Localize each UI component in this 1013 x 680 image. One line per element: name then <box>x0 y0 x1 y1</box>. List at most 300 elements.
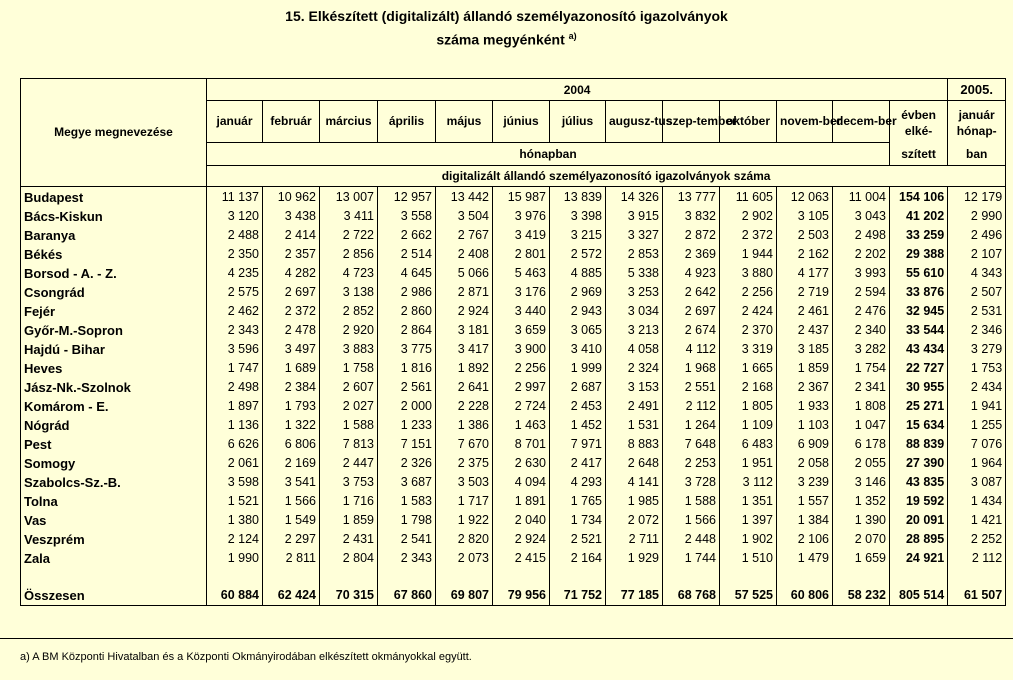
month-value-cell: 3 497 <box>263 340 320 359</box>
month-value-cell: 2 350 <box>207 245 263 264</box>
year-total-cell: 19 592 <box>890 492 948 511</box>
county-name: Szabolcs-Sz.-B. <box>21 473 207 492</box>
month-value-cell: 7 670 <box>436 435 493 454</box>
month-value-cell: 7 151 <box>378 435 436 454</box>
month-value-cell: 1 798 <box>378 511 436 530</box>
county-name: Tolna <box>21 492 207 511</box>
year-total-cell: 88 839 <box>890 435 948 454</box>
year-total-cell: 24 921 <box>890 549 948 568</box>
month-value-cell: 1 380 <box>207 511 263 530</box>
month-value-cell: 2 711 <box>606 530 663 549</box>
month-value-cell: 2 202 <box>833 245 890 264</box>
header-year-2005: 2005. <box>948 79 1006 101</box>
month-value-cell: 2 594 <box>833 283 890 302</box>
month-value-cell: 2 055 <box>833 454 890 473</box>
month-value-cell: 2 061 <box>207 454 263 473</box>
month-value-cell: 2 801 <box>493 245 550 264</box>
month-value-cell: 1 891 <box>493 492 550 511</box>
month-value-cell: 2 498 <box>207 378 263 397</box>
header-month: január <box>207 101 263 143</box>
header-month: július <box>550 101 606 143</box>
month-value-cell: 4 923 <box>663 264 720 283</box>
month-value-cell: 1 557 <box>777 492 833 511</box>
month-value-cell: 3 253 <box>606 283 663 302</box>
month-value-cell: 2 722 <box>320 226 378 245</box>
month-value-cell: 4 094 <box>493 473 550 492</box>
month-value-cell: 1 479 <box>777 549 833 568</box>
jan-2005-cell: 2 434 <box>948 378 1006 397</box>
county-name: Jász-Nk.-Szolnok <box>21 378 207 397</box>
month-value-cell: 4 282 <box>263 264 320 283</box>
year-total-cell: 41 202 <box>890 207 948 226</box>
table-row <box>21 245 1006 264</box>
header-megye: Megye megnevezése <box>21 79 207 187</box>
month-value-cell: 2 687 <box>550 378 606 397</box>
month-value-cell: 1 716 <box>320 492 378 511</box>
month-value-cell: 1 322 <box>263 416 320 435</box>
spacer-cell <box>777 568 833 585</box>
month-value-cell: 2 369 <box>663 245 720 264</box>
month-value-cell: 4 141 <box>606 473 663 492</box>
month-value-cell: 1 047 <box>833 416 890 435</box>
month-value-cell: 2 997 <box>493 378 550 397</box>
month-value-cell: 2 674 <box>663 321 720 340</box>
month-value-cell: 2 820 <box>436 530 493 549</box>
table-row <box>21 530 1006 549</box>
month-value-cell: 3 282 <box>833 340 890 359</box>
month-value-cell: 6 178 <box>833 435 890 454</box>
month-value-cell: 3 504 <box>436 207 493 226</box>
month-value-cell: 6 806 <box>263 435 320 454</box>
county-name: Veszprém <box>21 530 207 549</box>
month-value-cell: 2 488 <box>207 226 263 245</box>
table-body <box>21 187 1006 606</box>
month-value-cell: 2 476 <box>833 302 890 321</box>
month-value-cell: 4 645 <box>378 264 436 283</box>
month-value-cell: 57 525 <box>720 585 777 606</box>
month-value-cell: 77 185 <box>606 585 663 606</box>
header-description: digitalizált állandó személyazonosító igazolványok száma <box>207 166 1006 187</box>
month-value-cell: 1 659 <box>833 549 890 568</box>
month-value-cell: 6 909 <box>777 435 833 454</box>
month-value-cell: 1 352 <box>833 492 890 511</box>
data-table <box>20 78 1006 606</box>
month-value-cell: 2 662 <box>378 226 436 245</box>
month-value-cell: 2 503 <box>777 226 833 245</box>
title-line-2-text: száma megyénként <box>436 31 565 48</box>
month-value-cell: 2 343 <box>207 321 263 340</box>
month-value-cell: 2 642 <box>663 283 720 302</box>
spacer-cell <box>948 568 1006 585</box>
month-value-cell: 2 724 <box>493 397 550 416</box>
month-value-cell: 13 442 <box>436 187 493 208</box>
month-value-cell: 68 768 <box>663 585 720 606</box>
month-value-cell: 1 264 <box>663 416 720 435</box>
month-value-cell: 2 648 <box>606 454 663 473</box>
month-value-cell: 2 070 <box>833 530 890 549</box>
month-value-cell: 1 386 <box>436 416 493 435</box>
table-row <box>21 321 1006 340</box>
month-value-cell: 3 398 <box>550 207 606 226</box>
month-value-cell: 3 880 <box>720 264 777 283</box>
jan-2005-cell: 2 346 <box>948 321 1006 340</box>
month-value-cell: 2 343 <box>378 549 436 568</box>
jan-2005-cell: 3 279 <box>948 340 1006 359</box>
month-value-cell: 1 929 <box>606 549 663 568</box>
month-value-cell: 2 073 <box>436 549 493 568</box>
table-row <box>21 492 1006 511</box>
month-value-cell: 1 549 <box>263 511 320 530</box>
county-name: Békés <box>21 245 207 264</box>
month-value-cell: 1 951 <box>720 454 777 473</box>
month-value-cell: 2 920 <box>320 321 378 340</box>
year-total-cell: 32 945 <box>890 302 948 321</box>
month-value-cell: 2 630 <box>493 454 550 473</box>
table-header <box>21 79 1006 187</box>
month-value-cell: 7 648 <box>663 435 720 454</box>
month-value-cell: 2 811 <box>263 549 320 568</box>
table-row <box>21 435 1006 454</box>
month-value-cell: 2 453 <box>550 397 606 416</box>
month-value-cell: 2 902 <box>720 207 777 226</box>
month-value-cell: 2 461 <box>777 302 833 321</box>
month-value-cell: 2 408 <box>436 245 493 264</box>
jan-2005-cell: 3 087 <box>948 473 1006 492</box>
month-value-cell: 3 832 <box>663 207 720 226</box>
month-value-cell: 2 112 <box>663 397 720 416</box>
month-value-cell: 1 968 <box>663 359 720 378</box>
month-value-cell: 3 176 <box>493 283 550 302</box>
year-total-cell: 20 091 <box>890 511 948 530</box>
table-row <box>21 454 1006 473</box>
header-month: szep-tember <box>663 101 720 143</box>
month-value-cell: 3 213 <box>606 321 663 340</box>
month-value-cell: 2 162 <box>777 245 833 264</box>
year-total-cell: 55 610 <box>890 264 948 283</box>
county-name: Budapest <box>21 187 207 208</box>
month-value-cell: 2 575 <box>207 283 263 302</box>
month-value-cell: 3 112 <box>720 473 777 492</box>
month-value-cell: 3 034 <box>606 302 663 321</box>
month-value-cell: 3 146 <box>833 473 890 492</box>
county-name: Pest <box>21 435 207 454</box>
month-value-cell: 13 839 <box>550 187 606 208</box>
month-value-cell: 2 058 <box>777 454 833 473</box>
month-value-cell: 6 626 <box>207 435 263 454</box>
month-value-cell: 4 177 <box>777 264 833 283</box>
month-value-cell: 2 424 <box>720 302 777 321</box>
month-value-cell: 2 924 <box>436 302 493 321</box>
spacer-row <box>21 568 1006 585</box>
month-value-cell: 1 463 <box>493 416 550 435</box>
month-value-cell: 2 372 <box>263 302 320 321</box>
month-value-cell: 2 072 <box>606 511 663 530</box>
month-value-cell: 2 491 <box>606 397 663 416</box>
county-name: Heves <box>21 359 207 378</box>
month-value-cell: 2 106 <box>777 530 833 549</box>
month-value-cell: 3 976 <box>493 207 550 226</box>
month-value-cell: 2 719 <box>777 283 833 302</box>
month-value-cell: 2 415 <box>493 549 550 568</box>
spacer-cell <box>720 568 777 585</box>
spacer-cell <box>378 568 436 585</box>
month-value-cell: 3 687 <box>378 473 436 492</box>
jan-2005-cell: 1 255 <box>948 416 1006 435</box>
month-value-cell: 2 027 <box>320 397 378 416</box>
month-value-cell: 2 384 <box>263 378 320 397</box>
month-value-cell: 2 326 <box>378 454 436 473</box>
month-value-cell: 2 164 <box>550 549 606 568</box>
month-value-cell: 2 437 <box>777 321 833 340</box>
month-value-cell: 3 558 <box>378 207 436 226</box>
year-total-cell: 25 271 <box>890 397 948 416</box>
county-name: Bács-Kiskun <box>21 207 207 226</box>
month-value-cell: 1 747 <box>207 359 263 378</box>
month-value-cell: 2 168 <box>720 378 777 397</box>
month-value-cell: 1 744 <box>663 549 720 568</box>
jan-2005-cell: 4 343 <box>948 264 1006 283</box>
jan-2005-cell: 1 421 <box>948 511 1006 530</box>
header-month: május <box>436 101 493 143</box>
year-total-cell: 43 835 <box>890 473 948 492</box>
year-total-cell: 33 876 <box>890 283 948 302</box>
month-value-cell: 1 754 <box>833 359 890 378</box>
total-row <box>21 585 1006 606</box>
month-value-cell: 15 987 <box>493 187 550 208</box>
month-value-cell: 2 767 <box>436 226 493 245</box>
month-value-cell: 2 357 <box>263 245 320 264</box>
month-value-cell: 3 138 <box>320 283 378 302</box>
header-month: augusz-tus <box>606 101 663 143</box>
header-jan-2005 <box>948 101 1006 166</box>
month-value-cell: 1 390 <box>833 511 890 530</box>
month-value-cell: 1 452 <box>550 416 606 435</box>
month-value-cell: 3 900 <box>493 340 550 359</box>
month-value-cell: 1 859 <box>320 511 378 530</box>
month-value-cell: 4 293 <box>550 473 606 492</box>
month-value-cell: 2 448 <box>663 530 720 549</box>
month-value-cell: 1 397 <box>720 511 777 530</box>
month-value-cell: 2 641 <box>436 378 493 397</box>
title-line-2 <box>0 26 1013 50</box>
county-name: Nógrád <box>21 416 207 435</box>
month-value-cell: 13 007 <box>320 187 378 208</box>
county-name: Csongrád <box>21 283 207 302</box>
table-row <box>21 264 1006 283</box>
table-row <box>21 226 1006 245</box>
year-total-cell: 30 955 <box>890 378 948 397</box>
month-value-cell: 2 228 <box>436 397 493 416</box>
month-value-cell: 3 120 <box>207 207 263 226</box>
month-value-cell: 62 424 <box>263 585 320 606</box>
month-value-cell: 2 498 <box>833 226 890 245</box>
header-month: április <box>378 101 436 143</box>
month-value-cell: 1 689 <box>263 359 320 378</box>
jan-2005-cell: 1 964 <box>948 454 1006 473</box>
month-value-cell: 1 588 <box>320 416 378 435</box>
month-value-cell: 79 956 <box>493 585 550 606</box>
month-value-cell: 60 806 <box>777 585 833 606</box>
month-value-cell: 3 410 <box>550 340 606 359</box>
month-value-cell: 2 417 <box>550 454 606 473</box>
month-value-cell: 1 922 <box>436 511 493 530</box>
month-value-cell: 1 816 <box>378 359 436 378</box>
month-value-cell: 1 510 <box>720 549 777 568</box>
month-value-cell: 2 000 <box>378 397 436 416</box>
year-total-cell: 33 544 <box>890 321 948 340</box>
jan-2005-cell: 1 434 <box>948 492 1006 511</box>
month-value-cell: 1 758 <box>320 359 378 378</box>
month-value-cell: 2 341 <box>833 378 890 397</box>
month-value-cell: 2 607 <box>320 378 378 397</box>
month-value-cell: 1 136 <box>207 416 263 435</box>
header-honapban: hónapban <box>207 143 890 166</box>
month-value-cell: 1 103 <box>777 416 833 435</box>
jan-2005-cell: 1 941 <box>948 397 1006 416</box>
month-value-cell: 3 503 <box>436 473 493 492</box>
table-row <box>21 283 1006 302</box>
footnote-area <box>0 638 1013 680</box>
month-value-cell: 3 215 <box>550 226 606 245</box>
table-row <box>21 378 1006 397</box>
spacer-cell <box>606 568 663 585</box>
month-value-cell: 2 431 <box>320 530 378 549</box>
spacer-cell <box>436 568 493 585</box>
month-value-cell: 3 659 <box>493 321 550 340</box>
month-value-cell: 2 852 <box>320 302 378 321</box>
month-value-cell: 2 478 <box>263 321 320 340</box>
month-value-cell: 2 340 <box>833 321 890 340</box>
header-jan-2005-top: január hónap- <box>956 108 997 138</box>
county-name: Somogy <box>21 454 207 473</box>
month-value-cell: 2 367 <box>777 378 833 397</box>
header-month: decem-ber <box>833 101 890 143</box>
header-month: március <box>320 101 378 143</box>
spacer-cell <box>263 568 320 585</box>
month-value-cell: 58 232 <box>833 585 890 606</box>
month-value-cell: 3 541 <box>263 473 320 492</box>
county-name: Zala <box>21 549 207 568</box>
month-value-cell: 1 384 <box>777 511 833 530</box>
year-total-cell: 22 727 <box>890 359 948 378</box>
jan-2005-cell: 12 179 <box>948 187 1006 208</box>
month-value-cell: 1 897 <box>207 397 263 416</box>
month-value-cell: 2 253 <box>663 454 720 473</box>
month-value-cell: 1 566 <box>663 511 720 530</box>
month-value-cell: 3 319 <box>720 340 777 359</box>
month-value-cell: 1 717 <box>436 492 493 511</box>
month-value-cell: 67 860 <box>378 585 436 606</box>
header-jan-2005-bottom: ban <box>966 147 988 161</box>
table-row <box>21 340 1006 359</box>
month-value-cell: 2 872 <box>663 226 720 245</box>
month-value-cell: 3 239 <box>777 473 833 492</box>
month-value-cell: 5 463 <box>493 264 550 283</box>
jan-2005-cell: 2 252 <box>948 530 1006 549</box>
month-value-cell: 10 962 <box>263 187 320 208</box>
month-value-cell: 2 864 <box>378 321 436 340</box>
month-value-cell: 1 351 <box>720 492 777 511</box>
month-value-cell: 7 813 <box>320 435 378 454</box>
month-value-cell: 11 137 <box>207 187 263 208</box>
month-value-cell: 5 066 <box>436 264 493 283</box>
spacer-cell <box>207 568 263 585</box>
month-value-cell: 2 040 <box>493 511 550 530</box>
month-value-cell: 4 235 <box>207 264 263 283</box>
month-value-cell: 2 697 <box>663 302 720 321</box>
county-name: Borsod - A. - Z. <box>21 264 207 283</box>
year-total-cell: 805 514 <box>890 585 948 606</box>
month-value-cell: 2 541 <box>378 530 436 549</box>
month-value-cell: 4 885 <box>550 264 606 283</box>
month-value-cell: 2 871 <box>436 283 493 302</box>
county-name: Fejér <box>21 302 207 321</box>
month-value-cell: 3 596 <box>207 340 263 359</box>
table-row <box>21 359 1006 378</box>
month-value-cell: 2 924 <box>493 530 550 549</box>
month-value-cell: 1 933 <box>777 397 833 416</box>
month-value-cell: 2 551 <box>663 378 720 397</box>
month-value-cell: 12 063 <box>777 187 833 208</box>
month-value-cell: 2 372 <box>720 226 777 245</box>
table-row <box>21 511 1006 530</box>
month-value-cell: 11 605 <box>720 187 777 208</box>
month-value-cell: 1 765 <box>550 492 606 511</box>
month-value-cell: 3 185 <box>777 340 833 359</box>
month-value-cell: 1 566 <box>263 492 320 511</box>
month-value-cell: 2 414 <box>263 226 320 245</box>
month-value-cell: 3 043 <box>833 207 890 226</box>
month-value-cell: 2 169 <box>263 454 320 473</box>
page-title <box>0 6 1013 50</box>
spacer-cell <box>833 568 890 585</box>
jan-2005-cell: 61 507 <box>948 585 1006 606</box>
spacer-cell <box>890 568 948 585</box>
month-value-cell: 3 153 <box>606 378 663 397</box>
month-value-cell: 2 943 <box>550 302 606 321</box>
spacer-cell <box>320 568 378 585</box>
month-value-cell: 60 884 <box>207 585 263 606</box>
year-total-cell: 28 895 <box>890 530 948 549</box>
month-value-cell: 1 583 <box>378 492 436 511</box>
month-value-cell: 2 561 <box>378 378 436 397</box>
month-value-cell: 2 256 <box>720 283 777 302</box>
spacer-cell <box>21 568 207 585</box>
month-value-cell: 2 986 <box>378 283 436 302</box>
year-total-cell: 154 106 <box>890 187 948 208</box>
month-value-cell: 1 109 <box>720 416 777 435</box>
table-row <box>21 302 1006 321</box>
table-row <box>21 549 1006 568</box>
month-value-cell: 3 438 <box>263 207 320 226</box>
month-value-cell: 1 990 <box>207 549 263 568</box>
month-value-cell: 1 808 <box>833 397 890 416</box>
month-value-cell: 12 957 <box>378 187 436 208</box>
month-value-cell: 71 752 <box>550 585 606 606</box>
spacer-cell <box>663 568 720 585</box>
month-value-cell: 3 440 <box>493 302 550 321</box>
month-value-cell: 3 915 <box>606 207 663 226</box>
month-value-cell: 2 370 <box>720 321 777 340</box>
year-total-cell: 27 390 <box>890 454 948 473</box>
month-value-cell: 2 514 <box>378 245 436 264</box>
month-value-cell: 3 327 <box>606 226 663 245</box>
jan-2005-cell: 2 496 <box>948 226 1006 245</box>
header-month: október <box>720 101 777 143</box>
month-value-cell: 14 326 <box>606 187 663 208</box>
month-value-cell: 3 728 <box>663 473 720 492</box>
month-value-cell: 2 856 <box>320 245 378 264</box>
